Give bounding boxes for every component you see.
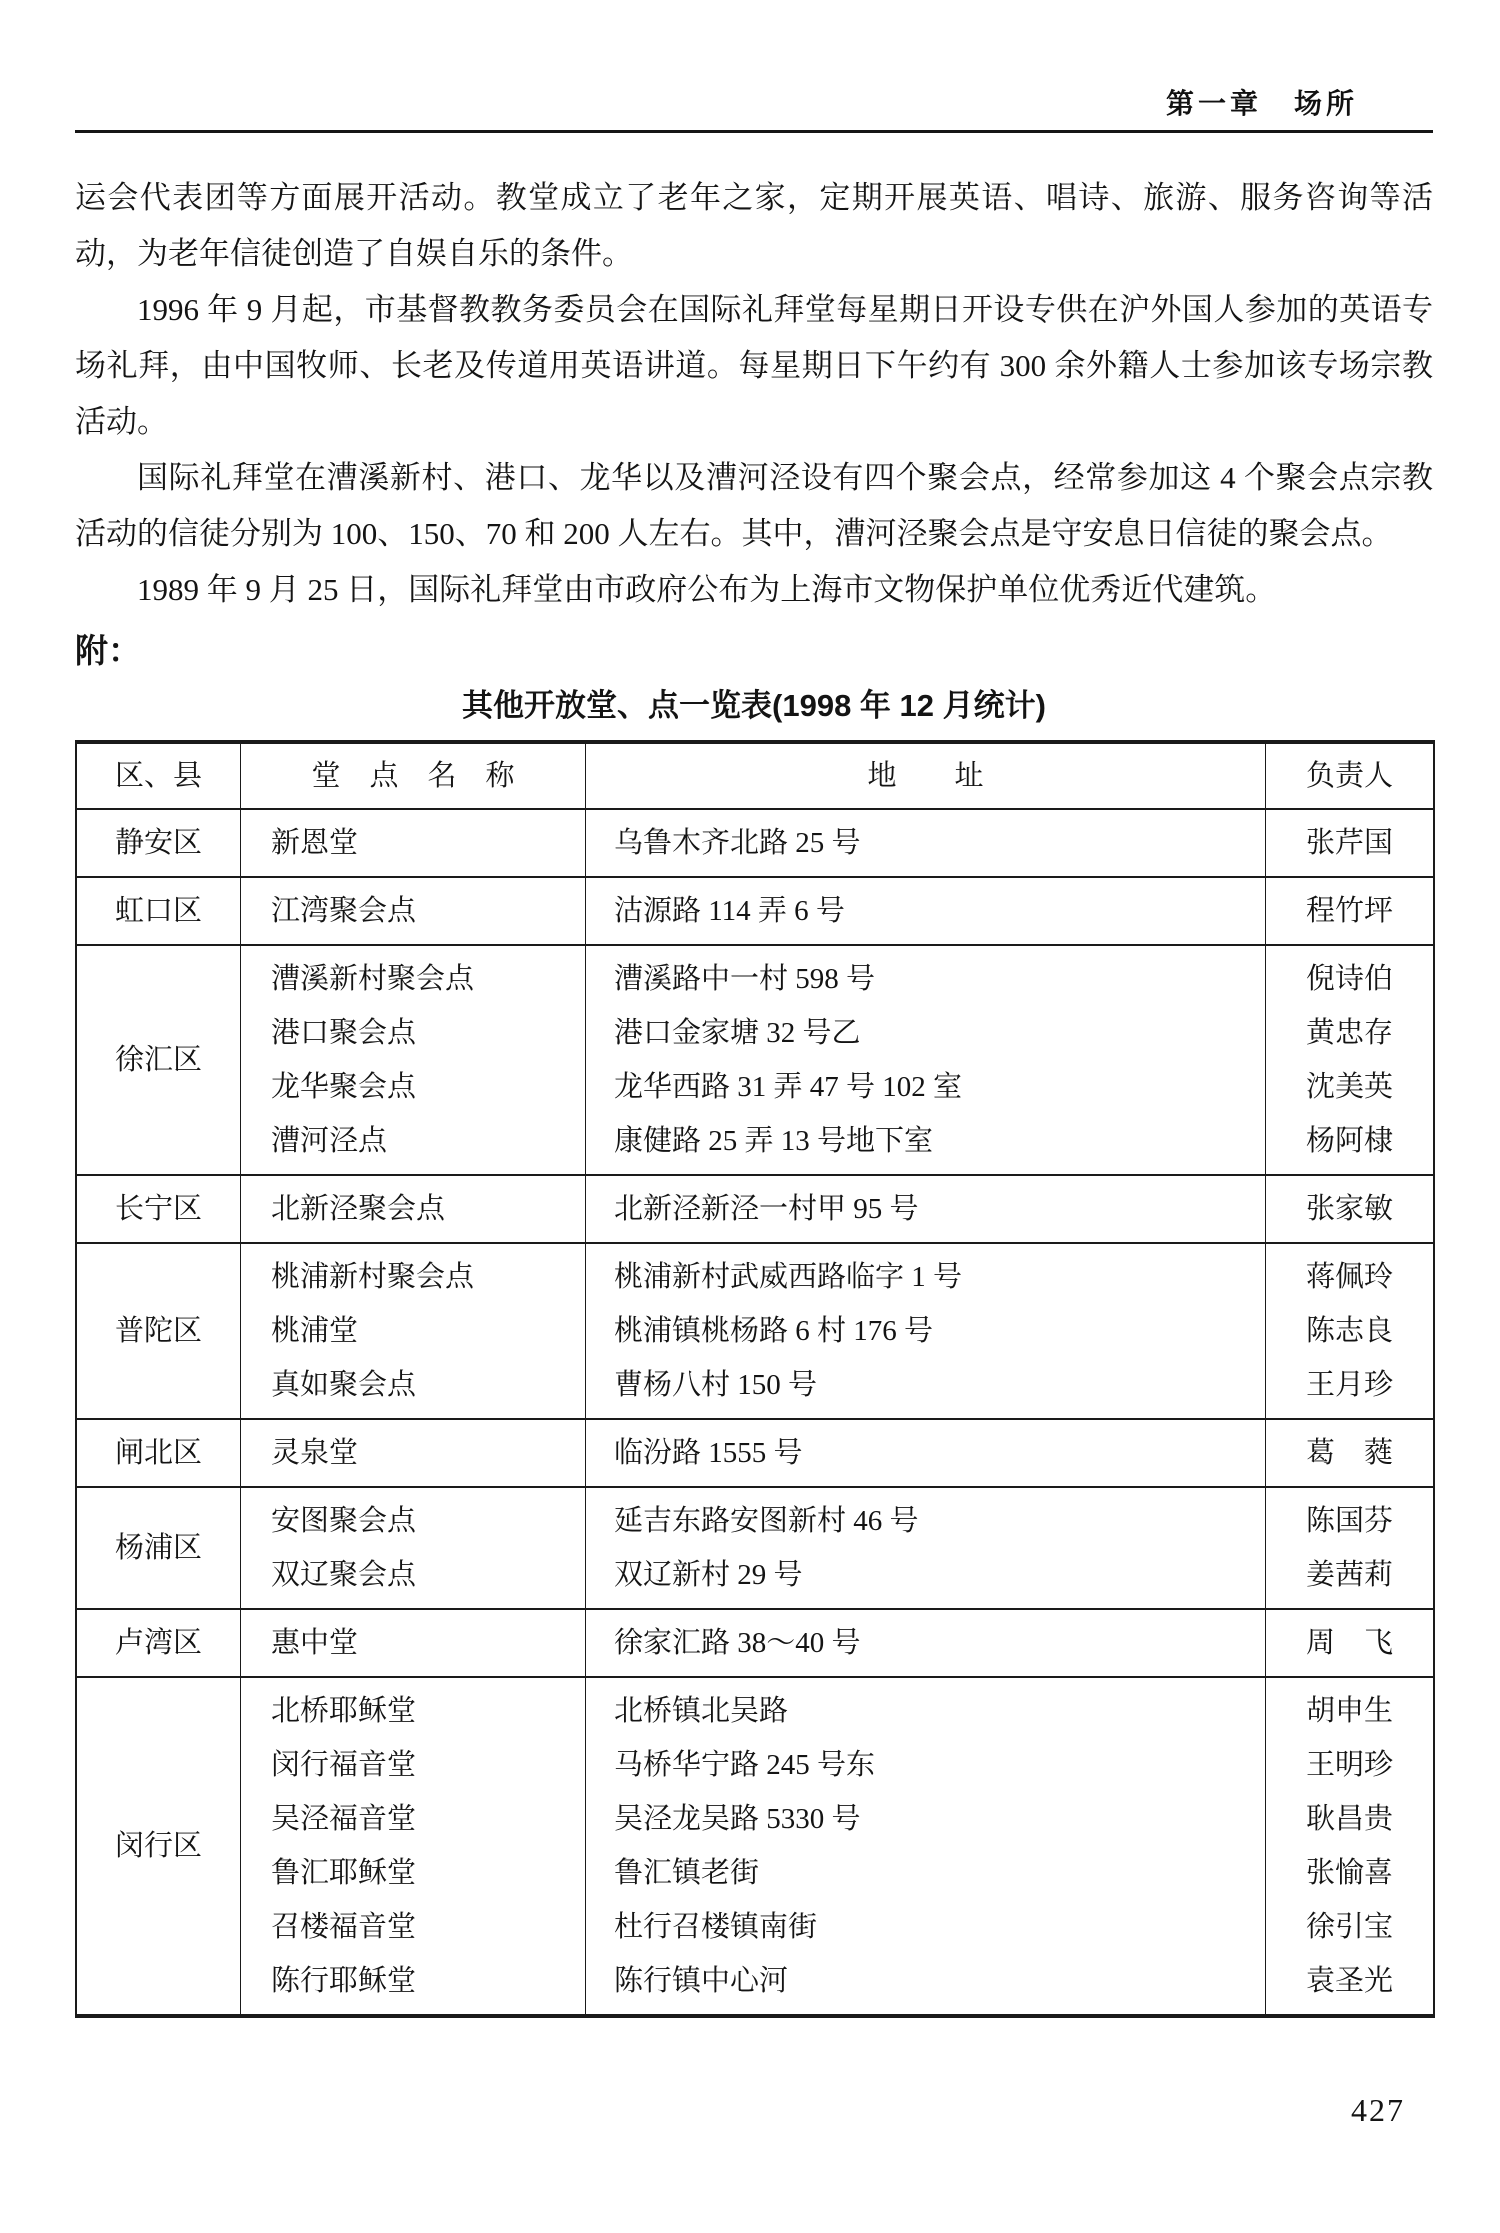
cell-persons bbox=[1266, 1610, 1433, 1676]
cell-district bbox=[77, 1488, 241, 1608]
table-cell-text: 港口金家塘 32 号乙 bbox=[614, 1017, 861, 1049]
table-cell-text: 龙华西路 31 弄 47 号 102 室 bbox=[614, 1071, 963, 1103]
churches-table bbox=[75, 740, 1435, 2018]
table-cell-text: 葛 蕤 bbox=[1305, 1437, 1393, 1469]
table-cell-text: 卢湾区 bbox=[114, 1627, 202, 1659]
cell-district bbox=[77, 1678, 241, 2014]
table-cell-text: 杨阿棣 bbox=[1305, 1125, 1393, 1157]
cell-persons bbox=[1266, 1176, 1433, 1242]
cell-addresses bbox=[586, 1176, 1266, 1242]
table-cell-text: 灵泉堂 bbox=[271, 1437, 359, 1469]
table-cell-text: 真如聚会点 bbox=[271, 1369, 417, 1401]
cell-names bbox=[241, 1610, 586, 1676]
table-cell-text: 吴泾龙吴路 5330 号 bbox=[614, 1803, 861, 1835]
table-cell-text: 杜行召楼镇南街 bbox=[614, 1911, 818, 1943]
table-cell-text: 姜茜莉 bbox=[1305, 1559, 1393, 1591]
paragraph: 运会代表团等方面展开活动。教堂成立了老年之家，定期开展英语、唱诗、旅游、服务咨询等活动，为老年信徒创造了自娱自乐的条件。 bbox=[75, 180, 1433, 271]
paragraph: 1996 年 9 月起，市基督教教务委员会在国际礼拜堂每星期日开设专供在沪外国人参加的英语专场礼拜，由中国牧师、长老及传道用英语讲道。每星期日下午约有 300 余外籍人士参加该专场宗教活动。 bbox=[75, 292, 1433, 439]
header-rule bbox=[75, 130, 1433, 133]
cell-names bbox=[241, 1176, 586, 1242]
table-cell-text: 虹口区 bbox=[114, 895, 202, 927]
table-group-row bbox=[77, 1678, 1433, 2014]
table-cell-text: 静安区 bbox=[114, 827, 202, 859]
cell-names bbox=[241, 1244, 586, 1418]
table-cell-text: 双辽新村 29 号 bbox=[614, 1559, 803, 1591]
cell-names bbox=[241, 1420, 586, 1486]
table-cell-text: 桃浦镇桃杨路 6 村 176 号 bbox=[614, 1315, 934, 1347]
table-cell-text: 普陀区 bbox=[114, 1315, 202, 1347]
table-cell-text: 蒋佩玲 bbox=[1305, 1261, 1393, 1293]
table-cell-text: 张愉喜 bbox=[1305, 1857, 1393, 1889]
table-cell-text: 曹杨八村 150 号 bbox=[614, 1369, 818, 1401]
cell-addresses bbox=[586, 878, 1266, 944]
cell-district bbox=[77, 946, 241, 1174]
table-cell-text: 新恩堂 bbox=[271, 827, 359, 859]
table-cell-text: 北桥镇北吴路 bbox=[614, 1695, 789, 1727]
table-cell-text: 漕溪路中一村 598 号 bbox=[614, 963, 876, 995]
cell-district bbox=[77, 1610, 241, 1676]
table-group-row bbox=[77, 1610, 1433, 1678]
cell-addresses bbox=[586, 1420, 1266, 1486]
table-cell-text: 徐引宝 bbox=[1305, 1911, 1393, 1943]
cell-district bbox=[77, 1176, 241, 1242]
table-cell-text: 乌鲁木齐北路 25 号 bbox=[614, 827, 861, 859]
table-cell-text: 闵行福音堂 bbox=[271, 1749, 417, 1781]
table-cell-text: 黄忠存 bbox=[1305, 1017, 1393, 1049]
page-content bbox=[75, 170, 1433, 2018]
page-number: 427 bbox=[1351, 2092, 1405, 2128]
table-cell-text: 桃浦堂 bbox=[271, 1315, 359, 1347]
table-group-row bbox=[77, 1488, 1433, 1610]
cell-addresses bbox=[586, 1678, 1266, 2014]
table-cell-text: 召楼福音堂 bbox=[271, 1911, 417, 1943]
table-group-row bbox=[77, 1420, 1433, 1488]
table-cell-text: 王明珍 bbox=[1305, 1749, 1393, 1781]
cell-addresses bbox=[586, 810, 1266, 876]
table-cell-text: 桃浦新村武威西路临字 1 号 bbox=[614, 1261, 963, 1293]
column-header-address: 地 址 bbox=[586, 744, 1266, 808]
table-cell-text: 漕溪新村聚会点 bbox=[271, 963, 475, 995]
table-cell-text: 安图聚会点 bbox=[271, 1505, 417, 1537]
cell-addresses bbox=[586, 1244, 1266, 1418]
table-cell-text: 陈行耶稣堂 bbox=[271, 1965, 417, 1997]
table-group-row bbox=[77, 810, 1433, 878]
table-cell-text: 闸北区 bbox=[114, 1437, 202, 1469]
table-cell-text: 倪诗伯 bbox=[1305, 963, 1393, 995]
cell-names bbox=[241, 946, 586, 1174]
table-cell-text: 王月珍 bbox=[1305, 1369, 1393, 1401]
cell-persons bbox=[1266, 1488, 1433, 1608]
table-cell-text: 鲁汇镇老街 bbox=[614, 1857, 760, 1889]
table-cell-text: 徐汇区 bbox=[114, 1044, 202, 1076]
cell-persons bbox=[1266, 946, 1433, 1174]
column-header-person: 负责人 bbox=[1305, 760, 1393, 792]
table-cell-text: 陈志良 bbox=[1305, 1315, 1393, 1347]
table-cell-text: 胡申生 bbox=[1305, 1695, 1393, 1727]
cell-addresses bbox=[586, 946, 1266, 1174]
table-cell-text: 惠中堂 bbox=[271, 1627, 359, 1659]
table-cell-text: 康健路 25 弄 13 号地下室 bbox=[614, 1125, 934, 1157]
table-cell-text: 耿昌贵 bbox=[1305, 1803, 1393, 1835]
cell-district bbox=[77, 810, 241, 876]
table-cell-text: 周 飞 bbox=[1305, 1627, 1393, 1659]
table-title: 其他开放堂、点一览表(1998 年 12 月统计) bbox=[462, 688, 1046, 723]
table-group-row bbox=[77, 878, 1433, 946]
table-cell-text: 程竹坪 bbox=[1305, 895, 1393, 927]
table-cell-text: 张芹国 bbox=[1305, 827, 1393, 859]
column-header-name: 堂 点 名 称 bbox=[241, 744, 586, 808]
table-cell-text: 陈国芬 bbox=[1305, 1505, 1393, 1537]
table-body bbox=[77, 810, 1433, 2014]
running-head: 第一章 场所 bbox=[1165, 88, 1358, 119]
column-header-district: 区、县 bbox=[77, 744, 241, 808]
table-cell-text: 双辽聚会点 bbox=[271, 1559, 417, 1591]
attachment-label: 附： bbox=[75, 632, 141, 669]
cell-persons bbox=[1266, 1420, 1433, 1486]
cell-names bbox=[241, 878, 586, 944]
table-cell-text: 沽源路 114 弄 6 号 bbox=[614, 895, 845, 927]
table-cell-text: 袁圣光 bbox=[1305, 1965, 1393, 1997]
paragraph: 国际礼拜堂在漕溪新村、港口、龙华以及漕河泾设有四个聚会点，经常参加这 4 个聚会点宗教活动的信徒分别为 100、150、70 和 200 人左右。其中，漕河泾聚会点是守安息日信徒的聚会点。 bbox=[75, 460, 1433, 551]
table-cell-text: 沈美英 bbox=[1305, 1071, 1393, 1103]
table-cell-text: 龙华聚会点 bbox=[271, 1071, 417, 1103]
cell-persons bbox=[1266, 1678, 1433, 2014]
table-header-row bbox=[77, 744, 1433, 810]
table-cell-text: 漕河泾点 bbox=[271, 1125, 388, 1157]
table-group-row bbox=[77, 1244, 1433, 1420]
table-cell-text: 延吉东路安图新村 46 号 bbox=[614, 1505, 919, 1537]
cell-district bbox=[77, 1420, 241, 1486]
cell-addresses bbox=[586, 1488, 1266, 1608]
table-cell-text: 徐家汇路 38～40 号 bbox=[614, 1627, 861, 1659]
body-paragraphs bbox=[75, 170, 1433, 618]
cell-persons bbox=[1266, 878, 1433, 944]
table-cell-text: 北新泾聚会点 bbox=[271, 1193, 446, 1225]
table-cell-text: 北桥耶稣堂 bbox=[271, 1695, 417, 1727]
paragraph: 1989 年 9 月 25 日，国际礼拜堂由市政府公布为上海市文物保护单位优秀近代建筑。 bbox=[137, 572, 1277, 607]
table-cell-text: 长宁区 bbox=[114, 1193, 202, 1225]
cell-district bbox=[77, 878, 241, 944]
cell-names bbox=[241, 810, 586, 876]
table-cell-text: 临汾路 1555 号 bbox=[614, 1437, 803, 1469]
table-cell-text: 陈行镇中心河 bbox=[614, 1965, 789, 1997]
table-cell-text: 杨浦区 bbox=[114, 1532, 202, 1564]
cell-persons bbox=[1266, 1244, 1433, 1418]
cell-persons bbox=[1266, 810, 1433, 876]
cell-district bbox=[77, 1244, 241, 1418]
table-cell-text: 闵行区 bbox=[114, 1830, 202, 1862]
table-group-row bbox=[77, 1176, 1433, 1244]
table-cell-text: 桃浦新村聚会点 bbox=[271, 1261, 475, 1293]
table-cell-text: 江湾聚会点 bbox=[271, 895, 417, 927]
table-cell-text: 张家敏 bbox=[1305, 1193, 1393, 1225]
table-cell-text: 鲁汇耶稣堂 bbox=[271, 1857, 417, 1889]
table-cell-text: 北新泾新泾一村甲 95 号 bbox=[614, 1193, 919, 1225]
table-cell-text: 港口聚会点 bbox=[271, 1017, 417, 1049]
cell-names bbox=[241, 1488, 586, 1608]
cell-names bbox=[241, 1678, 586, 2014]
table-cell-text: 吴泾福音堂 bbox=[271, 1803, 417, 1835]
table-group-row bbox=[77, 946, 1433, 1176]
table-cell-text: 马桥华宁路 245 号东 bbox=[614, 1749, 876, 1781]
cell-addresses bbox=[586, 1610, 1266, 1676]
